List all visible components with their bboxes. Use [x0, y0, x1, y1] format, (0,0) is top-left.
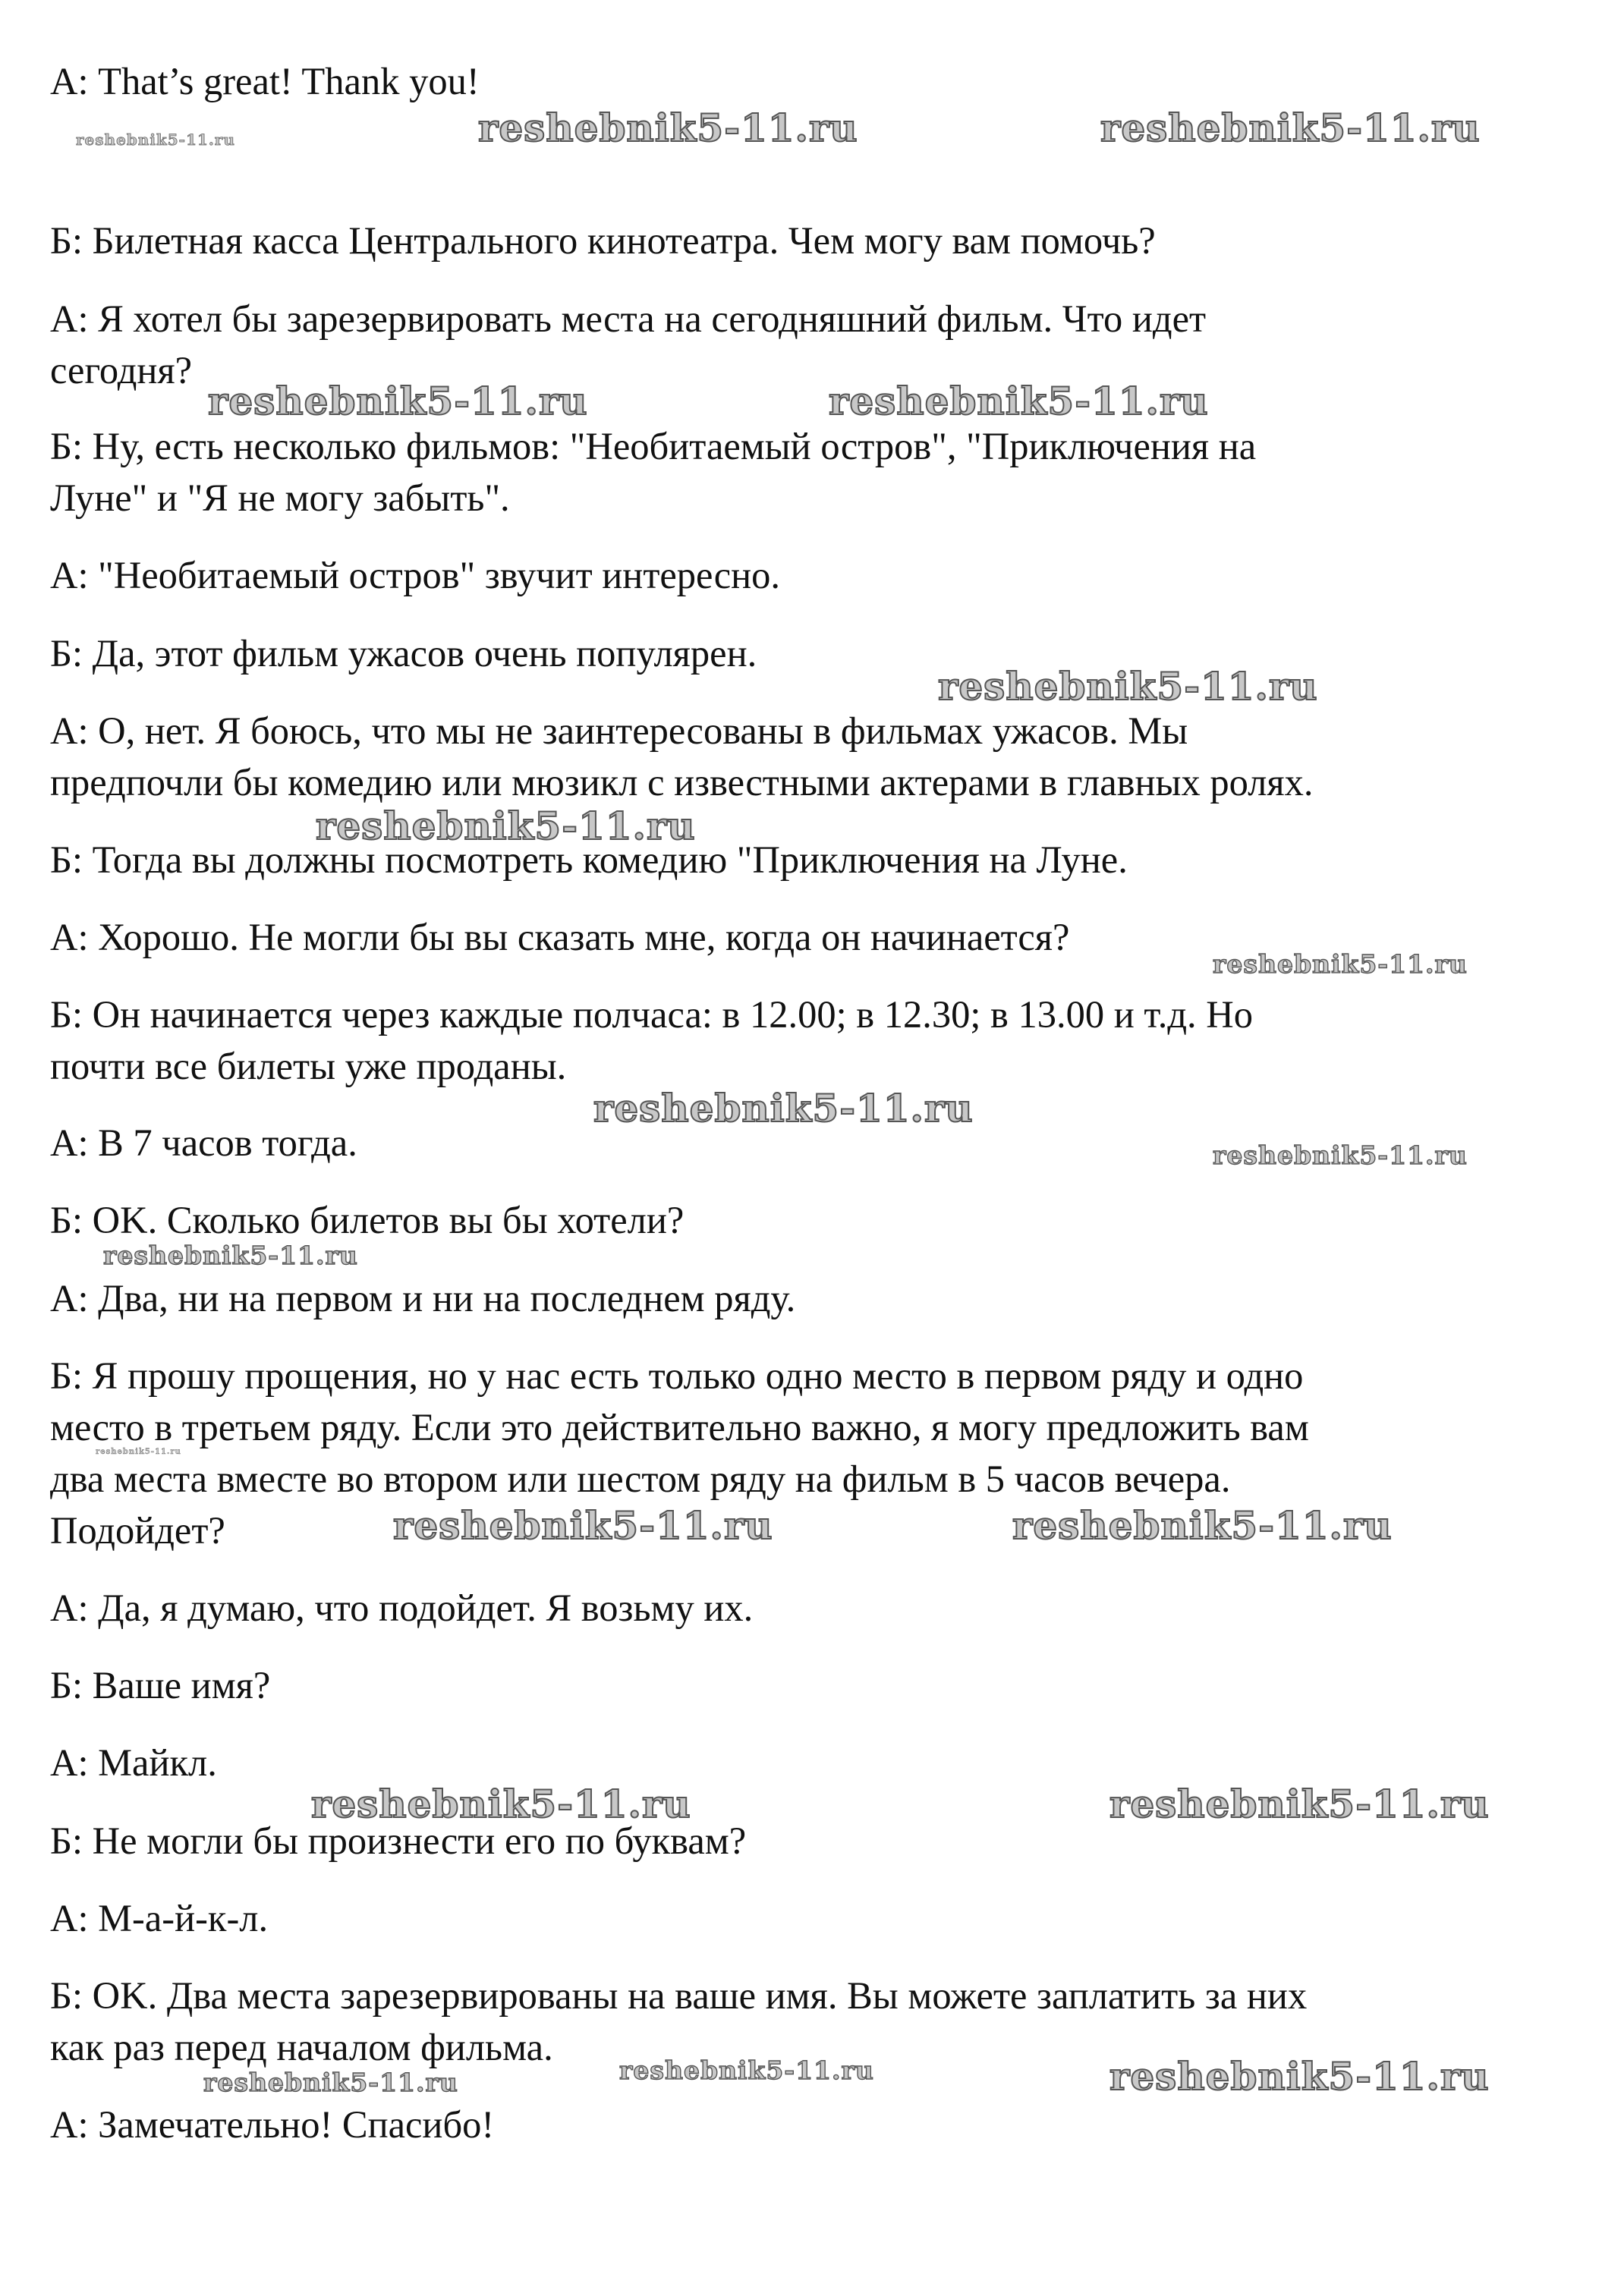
dialogue-line: Б: OK. Сколько билетов вы бы хотели?: [50, 1199, 685, 1241]
dialogue-line: Б: Не могли бы произнести его по буквам?: [50, 1820, 747, 1862]
dialogue-line: Луне" и "Я не могу забыть".: [50, 476, 510, 519]
watermark: reshebnik5-11.ru: [311, 1782, 691, 1826]
dialogue-line: Б: Билетная касса Центрального кинотеатра. Чем могу вам помочь?: [50, 219, 1156, 262]
dialogue-line: А: That’s great! Thank you!: [50, 60, 480, 102]
dialogue-line: Подойдет?: [50, 1509, 225, 1552]
dialogue-line: как раз перед началом фильма.: [50, 2026, 553, 2068]
dialogue-line: А: Да, я думаю, что подойдет. Я возьму их.: [50, 1587, 754, 1629]
watermark: reshebnik5-11.ru: [593, 1086, 974, 1131]
dialogue-line: Б: Он начинается через каждые полчаса: в 12.00; в 12.30; в 13.00 и т.д. Но: [50, 993, 1253, 1036]
dialogue-line: А: Замечательно! Спасибо!: [50, 2103, 495, 2146]
dialogue-line: А: "Необитаемый остров" звучит интересно.: [50, 554, 781, 596]
dialogue-line: почти все билеты уже проданы.: [50, 1045, 567, 1087]
dialogue-line: А: В 7 часов тогда.: [50, 1121, 357, 1164]
dialogue-line: А: Хорошо. Не могли бы вы сказать мне, когда он начинается?: [50, 916, 1070, 958]
watermark: reshebnik5-11.ru: [938, 664, 1318, 709]
watermark: reshebnik5-11.ru: [829, 379, 1209, 423]
watermark: reshebnik5-11.ru: [76, 131, 235, 149]
dialogue-line: Б: Ваше имя?: [50, 1664, 271, 1706]
dialogue-line: А: Майкл.: [50, 1741, 217, 1784]
dialogue-line: А: О, нет. Я боюсь, что мы не заинтересованы в фильмах ужасов. Мы: [50, 709, 1188, 752]
watermark: reshebnik5-11.ru: [619, 2055, 874, 2085]
watermark: reshebnik5-11.ru: [1012, 1503, 1393, 1548]
watermark: reshebnik5-11.ru: [478, 105, 858, 150]
watermark: reshebnik5-11.ru: [208, 379, 588, 423]
dialogue-line: Б: OK. Два места зарезервированы на ваше имя. Вы можете заплатить за них: [50, 1974, 1308, 2017]
watermark: reshebnik5-11.ru: [1109, 2054, 1490, 2099]
dialogue-line: сегодня?: [50, 349, 193, 392]
dialogue-line: Б: Да, этот фильм ужасов очень популярен.: [50, 632, 757, 675]
watermark: reshebnik5-11.ru: [1213, 949, 1468, 979]
dialogue-line: Б: Тогда вы должны посмотреть комедию "Приключения на Луне.: [50, 838, 1128, 881]
dialogue-line: предпочли бы комедию или мюзикл с известными актерами в главных ролях.: [50, 761, 1314, 804]
dialogue-line: А: Я хотел бы зарезервировать места на сегодняшний фильм. Что идет: [50, 297, 1207, 340]
dialogue-line: Б: Я прошу прощения, но у нас есть только одно место в первом ряду и одно: [50, 1354, 1304, 1397]
watermark: reshebnik5-11.ru: [1100, 105, 1481, 150]
watermark: reshebnik5-11.ru: [316, 804, 696, 848]
dialogue-line: А: М-а-й-к-л.: [50, 1897, 269, 1939]
watermark: reshebnik5-11.ru: [203, 2068, 458, 2097]
dialogue-line: место в третьем ряду. Если это действительно важно, я могу предложить вам: [50, 1406, 1309, 1448]
dialogue-line: А: Два, ни на первом и ни на последнем ряду.: [50, 1277, 796, 1319]
dialogue-line: два места вместе во втором или шестом ряду на фильм в 5 часов вечера.: [50, 1458, 1231, 1500]
watermark: reshebnik5-11.ru: [103, 1241, 358, 1270]
watermark: reshebnik5-11.ru: [1109, 1782, 1490, 1826]
watermark: reshebnik5-11.ru: [393, 1503, 773, 1548]
watermark: reshebnik5-11.ru: [1213, 1140, 1468, 1170]
dialogue-line: Б: Ну, есть несколько фильмов: "Необитаемый остров", "Приключения на: [50, 425, 1257, 467]
watermark: reshebnik5-11.ru: [96, 1448, 181, 1456]
